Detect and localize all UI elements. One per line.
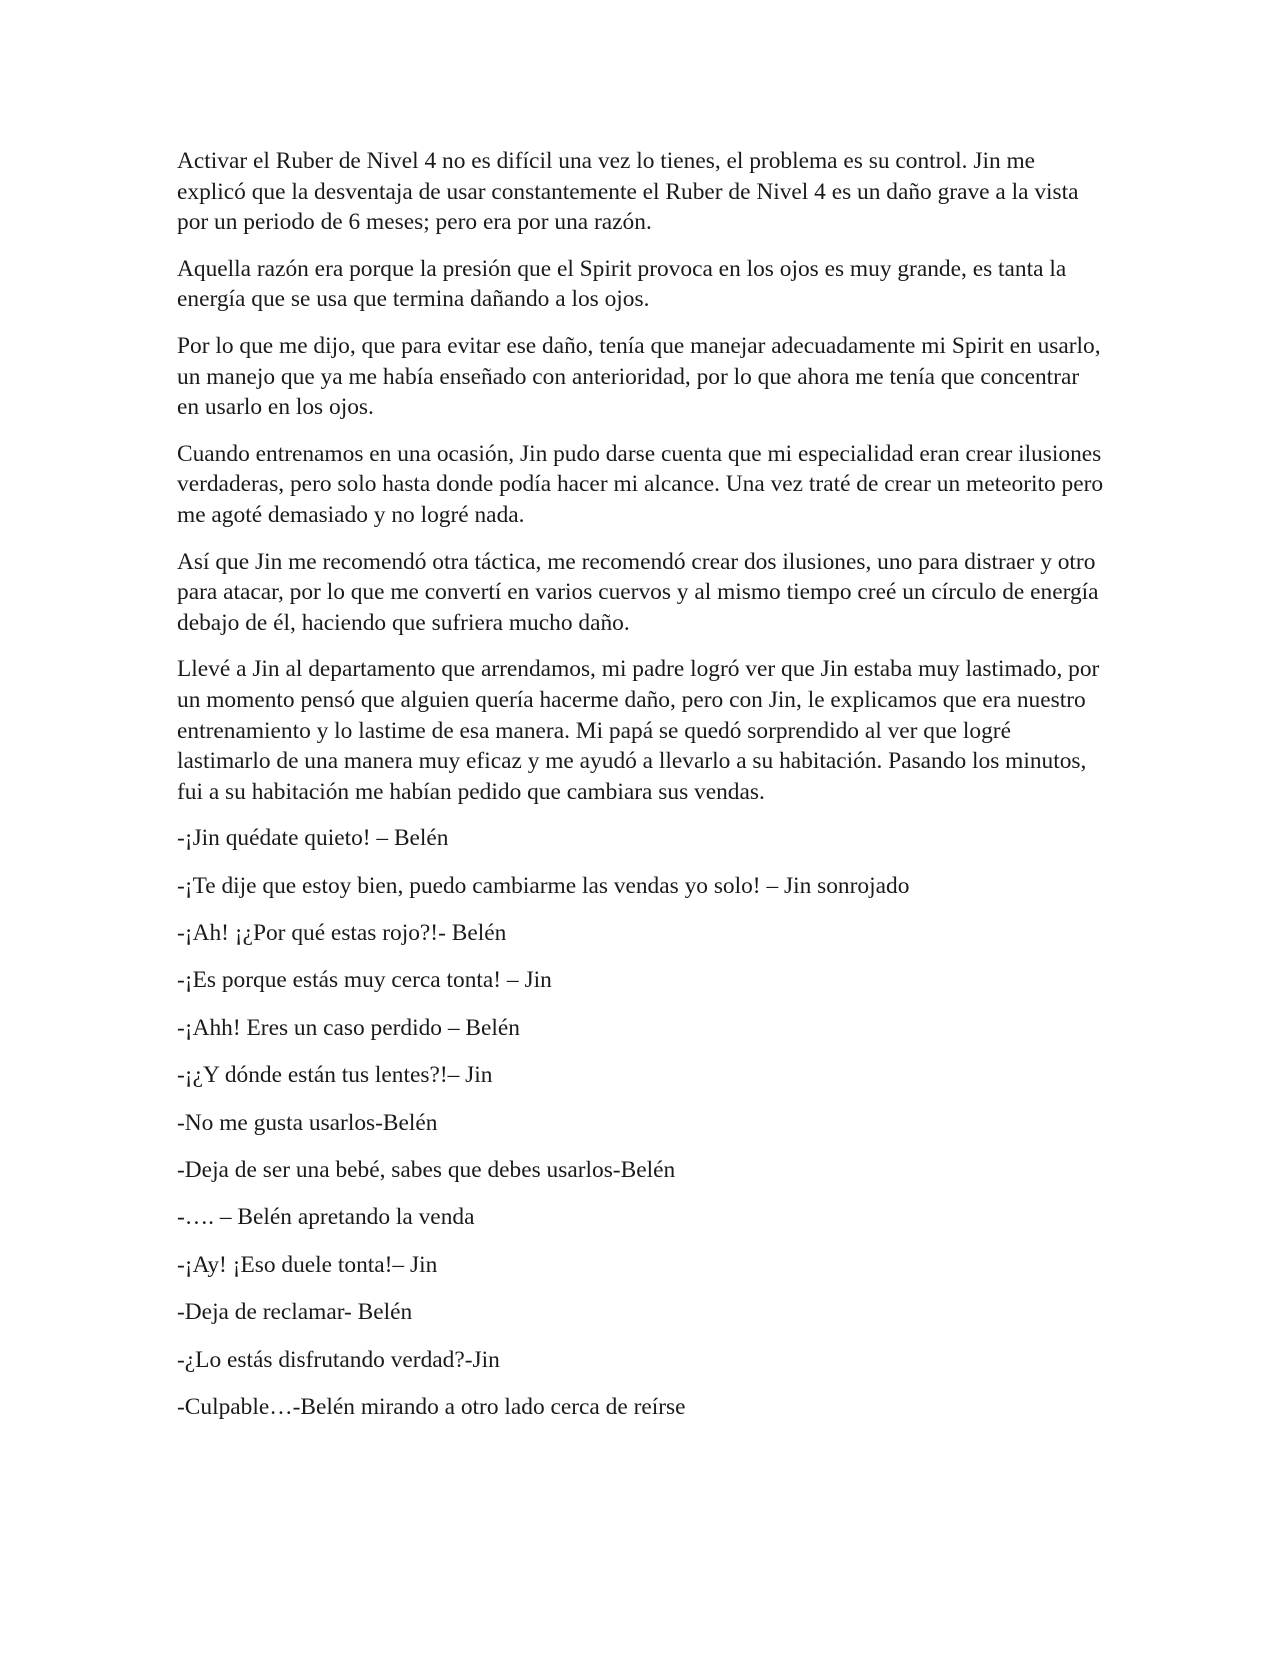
- dialogue-line: -¡Te dije que estoy bien, puedo cambiarme las vendas yo solo! – Jin sonrojado: [177, 872, 910, 899]
- dialogue-line: -¡Es porque estás muy cerca tonta! – Jin: [177, 967, 552, 994]
- dialogue-line: -Deja de ser una bebé, sabes que debes usarlos-Belén: [177, 1157, 676, 1184]
- paragraph: Aquella razón era porque la presión que el Spirit provoca en los ojos es muy grande, es tanta la energía que se usa que termina dañando a los ojos.: [177, 255, 1067, 313]
- dialogue-line: -¡¿Y dónde están tus lentes?!– Jin: [177, 1062, 493, 1089]
- document-body: [177, 146, 1107, 1439]
- dialogue-line: -¡Jin quédate quieto! – Belén: [177, 825, 449, 852]
- dialogue-line: -¿Lo estás disfrutando verdad?-Jin: [177, 1346, 500, 1373]
- dialogue-line: -Deja de reclamar- Belén: [177, 1299, 413, 1326]
- dialogue-line: -Culpable…-Belén mirando a otro lado cerca de reírse: [177, 1393, 686, 1420]
- dialogue-line: -¡Ah! ¡¿Por qué estas rojo?!- Belén: [177, 920, 507, 947]
- dialogue-line: -…. – Belén apretando la venda: [177, 1204, 475, 1231]
- paragraph: Activar el Ruber de Nivel 4 no es difícil una vez lo tienes, el problema es su control. Jin me explicó que la desventaja de usar constantemente el Ruber de Nivel 4 es un daño grave a la vista por un periodo de 6 meses; pero era por una razón.: [177, 148, 1079, 236]
- paragraph: Así que Jin me recomendó otra táctica, me recomendó crear dos ilusiones, uno para distraer y otro para atacar, por lo que me convertí en varios cuervos y al mismo tiempo creé un círculo de energía debajo de él, haciendo que sufriera mucho daño.: [177, 548, 1099, 636]
- dialogue-line: -¡Ahh! Eres un caso perdido – Belén: [177, 1014, 520, 1041]
- dialogue-line: -¡Ay! ¡Eso duele tonta!– Jin: [177, 1251, 438, 1278]
- paragraph: Por lo que me dijo, que para evitar ese daño, tenía que manejar adecuadamente mi Spirit en usarlo, un manejo que ya me había enseñado con anterioridad, por lo que ahora me tenía que concentrar en usarlo en los ojos.: [177, 332, 1101, 421]
- dialogue-line: -No me gusta usarlos-Belén: [177, 1109, 438, 1136]
- paragraph: Llevé a Jin al departamento que arrendamos, mi padre logró ver que Jin estaba muy lastimado, por un momento pensó que alguien quería hacerme daño, pero con Jin, le explicamos que era nuestro entrenamiento y lo lastime de esa manera. Mi papá se quedó sorprendido al ver que logré lastimarlo de una manera muy eficaz y me ayudó a llevarlo a su habitación. Pasando los minutos, fui a su habitación me habían pedido que cambiara sus vendas.: [177, 656, 1100, 805]
- paragraph: Cuando entrenamos en una ocasión, Jin pudo darse cuenta que mi especialidad eran crear ilusiones verdaderas, pero solo hasta donde podía hacer mi alcance. Una vez traté de crear un meteorito pero me agoté demasiado y no logré nada.: [177, 440, 1104, 528]
